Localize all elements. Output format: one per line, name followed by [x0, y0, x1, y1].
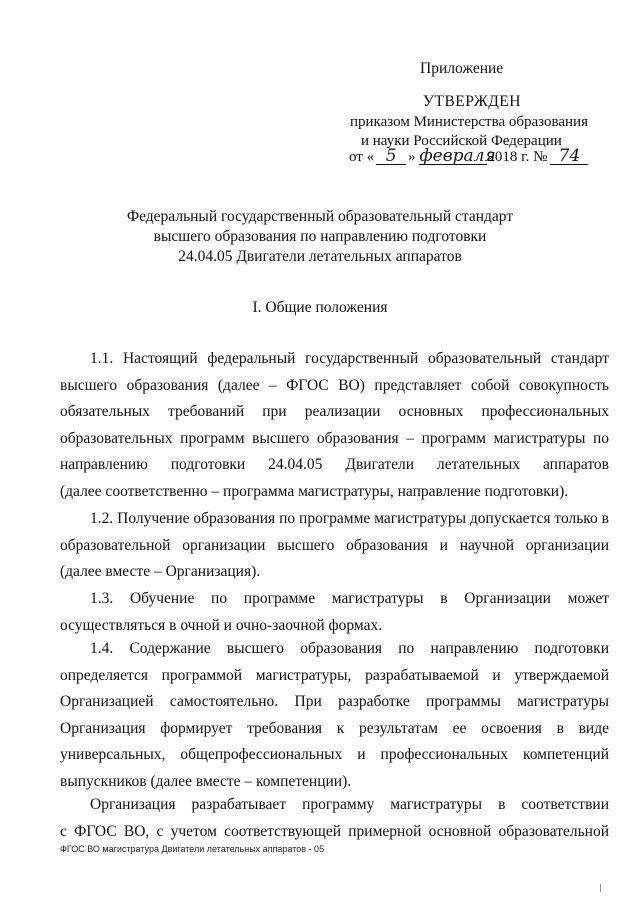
text-line: (далее соответственно – программа магистратуры, направление подготовки).	[60, 482, 569, 500]
text-line: 1.1. Настоящий федеральный государственный образовательный стандарт	[90, 350, 609, 367]
paragraph-organization	[60, 792, 609, 845]
text-line: универсальных, общепрофессиональных и профессиональных компетенций	[60, 746, 609, 764]
order-line-3	[349, 148, 588, 166]
section-title: I. Общие положения	[252, 299, 388, 316]
text-line: образовательных программ высшего образования – программ магистратуры по	[60, 429, 609, 447]
text-line: направлению подготовки 24.04.05 Двигатели летательных аппаратов	[60, 456, 609, 474]
text-line: обязательных требований при реализации основных профессиональных	[60, 403, 609, 421]
text-line: Организацией самостоятельно. При разработке программы магистратуры	[60, 693, 609, 711]
approved-label: УТВЕРЖДЕН	[423, 93, 521, 110]
text-line: 1.4. Содержание высшего образования по направлению подготовки	[90, 640, 609, 657]
order-month-handwritten: февраля	[419, 146, 496, 166]
order-line-2: и науки Российской Федерации	[361, 133, 562, 149]
text-line: с ФГОС ВО, с учетом соответствующей примерной основной образовательной	[60, 822, 609, 840]
order-line-1: приказом Министерства образования	[350, 114, 588, 130]
order-year: 2018 г. №	[487, 149, 548, 165]
text-line: выпускников (далее вместе – компетенции).	[60, 772, 352, 790]
order-mid: »	[408, 149, 416, 165]
paragraph-1-4	[60, 636, 609, 796]
order-day-handwritten: 5	[376, 148, 406, 165]
text-line: определяется программой магистратуры, разрабатываемой и утверждаемой	[60, 666, 609, 684]
text-line: (далее вместе – Организация).	[60, 563, 261, 581]
paragraph-1-1	[60, 346, 609, 506]
document-title-line-2: высшего образования по направлению подготовки	[153, 228, 487, 245]
text-line: осуществляться в очной и очно-заочной формах.	[60, 616, 383, 634]
text-line: Организация разрабатывает программу магистратуры в соответствии	[90, 796, 609, 813]
document-title-line-3: 24.04.05 Двигатели летательных аппаратов	[178, 248, 462, 265]
page-footer: ФГОС ВО магистратура Двигатели летательных аппаратов - 05	[60, 844, 325, 854]
scan-mark	[600, 884, 601, 892]
paragraph-1-3	[60, 586, 609, 639]
order-number-handwritten: 74	[550, 148, 588, 165]
text-line: Организация формирует требования к результатам ее освоения в виде	[60, 719, 609, 737]
text-line: 1.2. Получение образования по программе магистратуры допускается только в	[90, 510, 609, 527]
text-line: образовательной организации высшего образования и научной организации	[60, 536, 609, 554]
order-prefix: от «	[349, 149, 375, 165]
document-title-line-1: Федеральный государственный образовательный стандарт	[126, 208, 514, 225]
paragraph-1-2	[60, 506, 609, 586]
text-line: высшего образования (далее – ФГОС ВО) представляет собой совокупность	[60, 376, 609, 394]
appendix-label: Приложение	[420, 60, 504, 77]
text-line: 1.3. Обучение по программе магистратуры в Организации может	[90, 590, 609, 607]
